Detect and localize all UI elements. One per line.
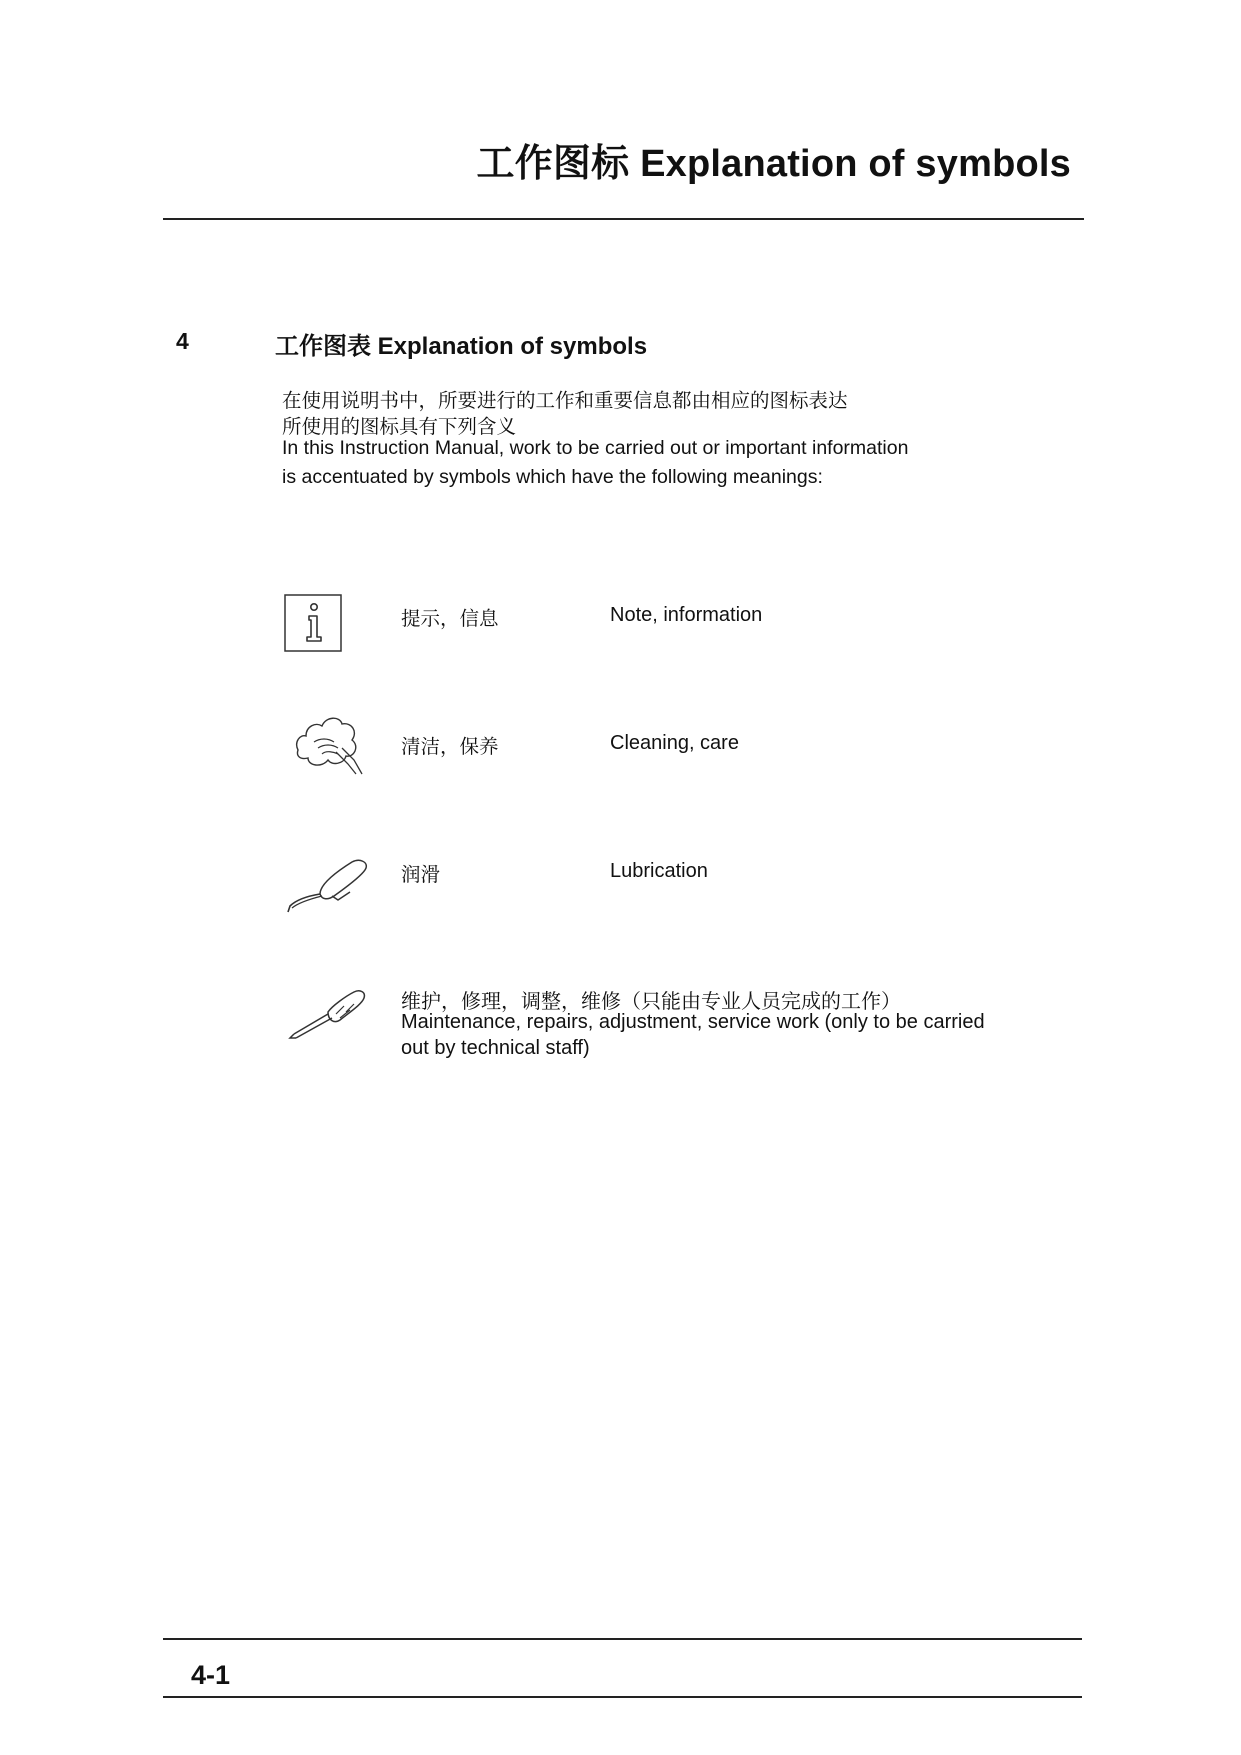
symbol-label-cn-cleaning: 清洁，保养 [401,736,499,758]
intro-line-2: 所使用的图标具有下列含义 [282,416,517,438]
intro-line-1: 在使用说明书中，所要进行的工作和重要信息都由相应的图标表达 [282,390,848,412]
footer-top-divider [163,1638,1082,1640]
maintenance-label-cn: 维护，修理，调整，维修（只能由专业人员完成的工作） [401,991,901,1013]
info-icon [284,594,344,657]
symbol-label-cn-info: 提示，信息 [401,608,499,630]
screwdriver-icon [288,988,368,1045]
intro-line-3: In this Instruction Manual, work to be carried out or important information [282,437,909,459]
intro-line-4: is accentuated by symbols which have the following meanings: [282,466,823,488]
footer-bottom-divider [163,1696,1082,1698]
section-number: 4 [176,328,189,354]
cleaning-cloth-icon [292,712,368,787]
page-number: 4-1 [191,1660,231,1690]
oil-can-icon [286,854,370,919]
symbol-label-en-info: Note, information [610,604,763,626]
section-title: 工作图表 Explanation of symbols [275,333,648,360]
page-title: 工作图标 Explanation of symbols [476,143,1071,185]
maintenance-label-en-line-1: Maintenance, repairs, adjustment, service work (only to be carried [401,1011,985,1033]
symbol-label-en-cleaning: Cleaning, care [610,732,739,754]
symbol-label-cn-lubrication: 润滑 [401,864,441,886]
header-divider [163,218,1084,220]
maintenance-label-en-line-2: out by technical staff) [401,1037,590,1059]
symbol-label-en-lubrication: Lubrication [610,860,708,882]
